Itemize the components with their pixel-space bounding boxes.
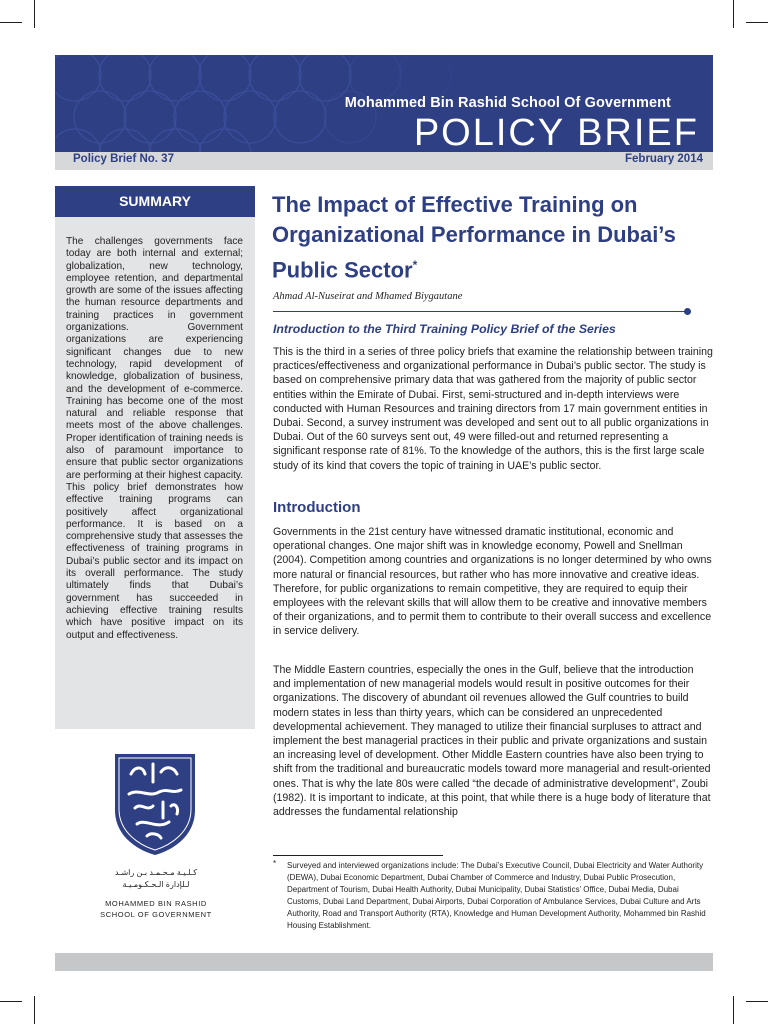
footer-bar [55, 953, 713, 971]
crop-mark-bottom-left-h [0, 1001, 22, 1002]
introduction-paragraph-2: The Middle Eastern countries, especially the ones in the Gulf, believe that the introduction and implementation of new managerial models would result in positive outcomes for their organizations. The discovery of abundant oil revenues allowed the Gulf countries to build modern states in less than thirty years, which can be considered an unprecedented developmental achievement. They managed to utilize their financial surpluses to attract and implement the best managerial practices in their public and private organizations and sustain an increasing level of development. Other Middle Eastern countries have also been trying to shift from the traditional and bureaucratic models toward more managerial and result-oriented ones. That is why the late 80s were called “the decade of administrative development”, Zoubi (1982). It is important to indicate, at this point, that while there is a huge body of literature that addresses the fundamental relationship [273, 664, 711, 819]
series-subheading: Introduction to the Third Training Policy Brief of the Series [273, 322, 616, 336]
crop-mark-bottom-right-h [746, 1001, 768, 1002]
article-title [272, 190, 712, 285]
footnote-mark: * [273, 859, 277, 868]
school-crest-logo [113, 752, 197, 856]
footnote-rule [273, 855, 443, 856]
footnote: Surveyed and interviewed organizations include: The Dubai’s Executive Council, Dubai Electricity and Water Authority (DEWA), Dubai Economic Department, Dubai Chamber of Commerce and Industry, Dubai Public Prosecution, Department of Tourism, Dubai Health Authority, Dubai Municipality, Dubai Statistics’ Office, Dubai Media, Dubai Customs, Dubai Land Department, Dubai Airports, Dubai Corporation of Ambulance Services, Dubai Culture and Arts Authority, Road and Transport Authority (RTA), Knowledge and Human Development Authority, Mohammed bin Rashid Housing Establishment. [287, 861, 706, 930]
crop-mark-top-left-v [34, 0, 35, 28]
title-rule [273, 311, 687, 312]
intro-paragraph: This is the third in a series of three policy briefs that examine the relationship between training practices/effectiveness and organizational performance in Dubai’s public sector. The study is based on comprehensive primary data that was gathered from the majority of public sector entities within the Emirate of Dubai. First, semi-structured and in-depth interviews were conducted with Human Resources and training directors from 17 main government entities in Dubai. Second, a survey instrument was developed and sent out to all public organizations in Dubai. Out of the 60 surveys sent out, 49 were filled-out and returned representing a significant response rate of 81%. To the knowledge of the authors, this is the first large scale study of its kind that covers the topic of training in UAE’s public sector. [273, 346, 713, 472]
title-rule-dot [684, 308, 691, 315]
section-heading-introduction: Introduction [273, 499, 361, 516]
logo-arabic-line-2: لـلإدارة الـحـكـومـيـة [122, 880, 190, 889]
brief-number: Policy Brief No. 37 [73, 153, 174, 165]
crop-mark-top-right-v [733, 0, 734, 28]
summary-text: The challenges governments face today are both internal and external; globalization, new technology, employee retention, and departmental growth are some of the issues affecting the human resource departments and training practices in government organizations. Government organizations are experiencing significant changes due to new technology, rapid development of knowledge, globalization of business, and the development of e-commerce. Training has become one of the most natural and reliable response that meets most of the above challenges. Proper identification of training needs is also of paramount importance to ensure that public sector organizations are performing at their highest capacity. This policy brief demonstrates how effective training programs can positively affect organizational performance. It is based on a comprehensive study that assesses the effectiveness of training programs in Dubai’s public sector and its impact on its overall performance. The study ultimately finds that Dubai’s government has succeeded in achieving effective training results which have positive impact on its output and effectiveness. [66, 236, 243, 641]
introduction-paragraph-1: Governments in the 21st century have witnessed dramatic institutional, economic and operational changes. One major shift was in knowledge economy, Powell and Snellman (2004). Competition among countries and organizations is no longer determined by who owns more natural or financial resources, but rather who has more innovative and creative ideas. Therefore, for public organizations to remain competitive, they are required to equip their employees with the relevant skills that will allow them to be creative and innovative members of their organizations, and to permit them to contribute to their overall success and excellence in service delivery. [273, 526, 712, 638]
article-title-text: The Impact of Effective Training on Organizational Performance in Dubai’s Public Sector [272, 192, 676, 283]
meta-bar [55, 152, 713, 170]
authors: Ahmad Al-Nuseirat and Mhamed Biygautane [273, 291, 463, 302]
crop-mark-bottom-left-v [34, 996, 35, 1024]
crop-mark-top-left-h [0, 22, 22, 23]
crop-mark-top-right-h [746, 22, 768, 23]
publication-date: February 2014 [625, 153, 703, 165]
school-name: Mohammed Bin Rashid School Of Government [344, 95, 671, 111]
policy-brief-title: POLICY BRIEF [413, 112, 699, 152]
summary-heading: SUMMARY [55, 186, 255, 217]
title-footnote-mark: * [412, 258, 418, 272]
logo-english-line-1: MOHAMMED BIN RASHID [105, 899, 207, 908]
logo-english-line-2: SCHOOL OF GOVERNMENT [100, 910, 212, 919]
crop-mark-bottom-right-v [733, 996, 734, 1024]
header-banner [55, 55, 713, 152]
logo-arabic-line-1: كـلـيـة مـحـمـد بـن راشـد [114, 868, 198, 877]
